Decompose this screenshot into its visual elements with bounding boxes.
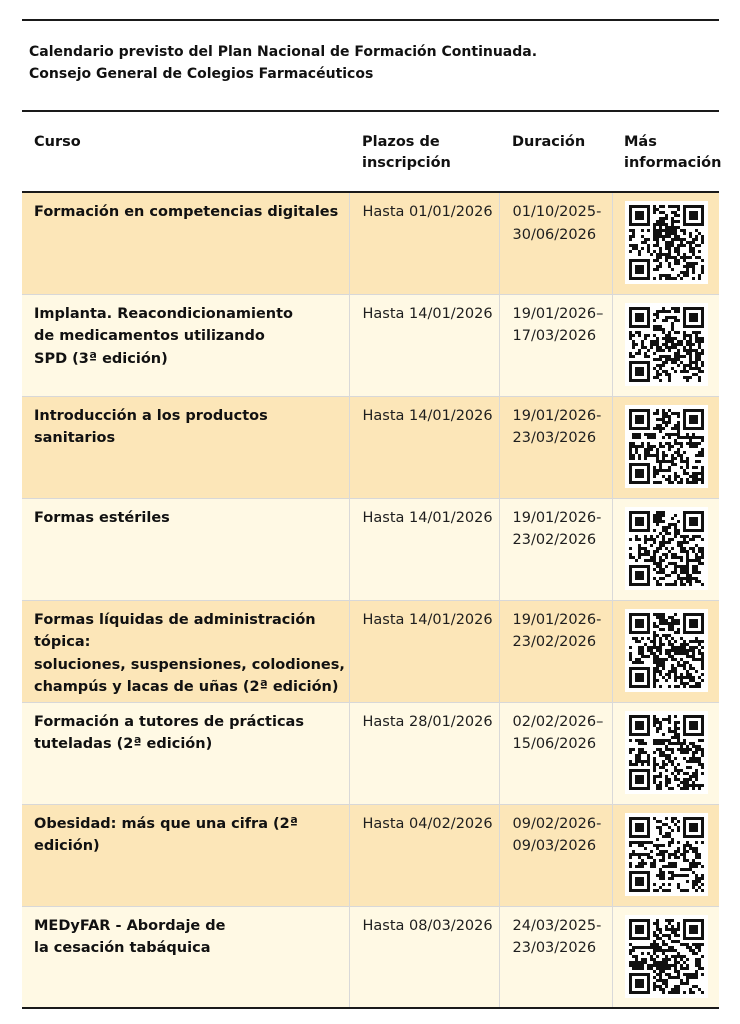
registration-deadline: Hasta 14/01/2026 (349, 498, 499, 600)
qr-code-icon[interactable] (625, 609, 708, 692)
title-line-2: Consejo General de Colegios Farmacéuticos (29, 66, 374, 82)
qr-code-icon[interactable] (625, 507, 708, 590)
course-name: Formas líquidas de administración tópica: soluciones, suspensiones, colodiones, champús y lacas de uñas (2ª edición) (34, 611, 345, 695)
course-name: Formación a tutores de prácticas tuteladas (2ª edición) (34, 713, 304, 752)
registration-deadline: Hasta 04/02/2026 (349, 804, 499, 906)
top-rule (22, 19, 719, 21)
qr-code-icon[interactable] (625, 915, 708, 998)
course-duration: 19/01/2026- 23/03/2026 (499, 396, 612, 498)
registration-deadline: Hasta 14/01/2026 (349, 294, 499, 396)
registration-deadline: Hasta 14/01/2026 (349, 600, 499, 702)
table-row (22, 396, 719, 498)
table-row (22, 600, 719, 702)
table-header-row (22, 112, 719, 192)
table-row (22, 192, 719, 294)
registration-deadline: Hasta 01/01/2026 (349, 192, 499, 294)
column-header-course: Curso (34, 134, 81, 150)
table-row (22, 906, 719, 1008)
course-duration: 19/01/2026- 23/02/2026 (499, 600, 612, 702)
more-info-cell (612, 600, 719, 702)
title-line-1: Calendario previsto del Plan Nacional de Formación Continuada. (29, 44, 538, 60)
courses-table (22, 112, 722, 1009)
qr-code-icon[interactable] (625, 405, 708, 488)
registration-deadline: Hasta 08/03/2026 (349, 906, 499, 1008)
course-name: MEDyFAR - Abordaje de la cesación tabáquica (34, 917, 226, 956)
table-body (22, 192, 719, 1008)
qr-code-icon[interactable] (625, 711, 708, 794)
course-name: Introducción a los productos sanitarios (34, 407, 268, 446)
course-name: Implanta. Reacondicionamiento de medicamentos utilizando SPD (3ª edición) (34, 305, 294, 367)
more-info-cell (612, 192, 719, 294)
table-row (22, 804, 719, 906)
more-info-cell (612, 702, 719, 804)
qr-code-icon[interactable] (625, 813, 708, 896)
course-duration: 24/03/2025- 23/03/2026 (499, 906, 612, 1008)
course-duration: 19/01/2026- 23/02/2026 (499, 498, 612, 600)
registration-deadline: Hasta 28/01/2026 (349, 702, 499, 804)
registration-deadline: Hasta 14/01/2026 (349, 396, 499, 498)
course-duration: 01/10/2025- 30/06/2026 (499, 192, 612, 294)
qr-code-icon[interactable] (625, 303, 708, 386)
qr-code-icon[interactable] (625, 201, 708, 284)
more-info-cell (612, 906, 719, 1008)
course-duration: 19/01/2026– 17/03/2026 (499, 294, 612, 396)
column-header-info: Más información (624, 134, 722, 171)
course-name: Obesidad: más que una cifra (2ª edición) (34, 815, 298, 854)
course-name: Formación en competencias digitales (34, 204, 339, 220)
more-info-cell (612, 804, 719, 906)
document-title (29, 41, 537, 85)
more-info-cell (612, 396, 719, 498)
table-row (22, 294, 719, 396)
column-header-duration: Duración (512, 134, 586, 150)
course-duration: 02/02/2026– 15/06/2026 (499, 702, 612, 804)
course-duration: 09/02/2026- 09/03/2026 (499, 804, 612, 906)
course-name: Formas estériles (34, 509, 170, 526)
more-info-cell (612, 498, 719, 600)
table-row (22, 702, 719, 804)
column-header-deadline: Plazos de inscripción (362, 134, 451, 171)
more-info-cell (612, 294, 719, 396)
table-row (22, 498, 719, 600)
